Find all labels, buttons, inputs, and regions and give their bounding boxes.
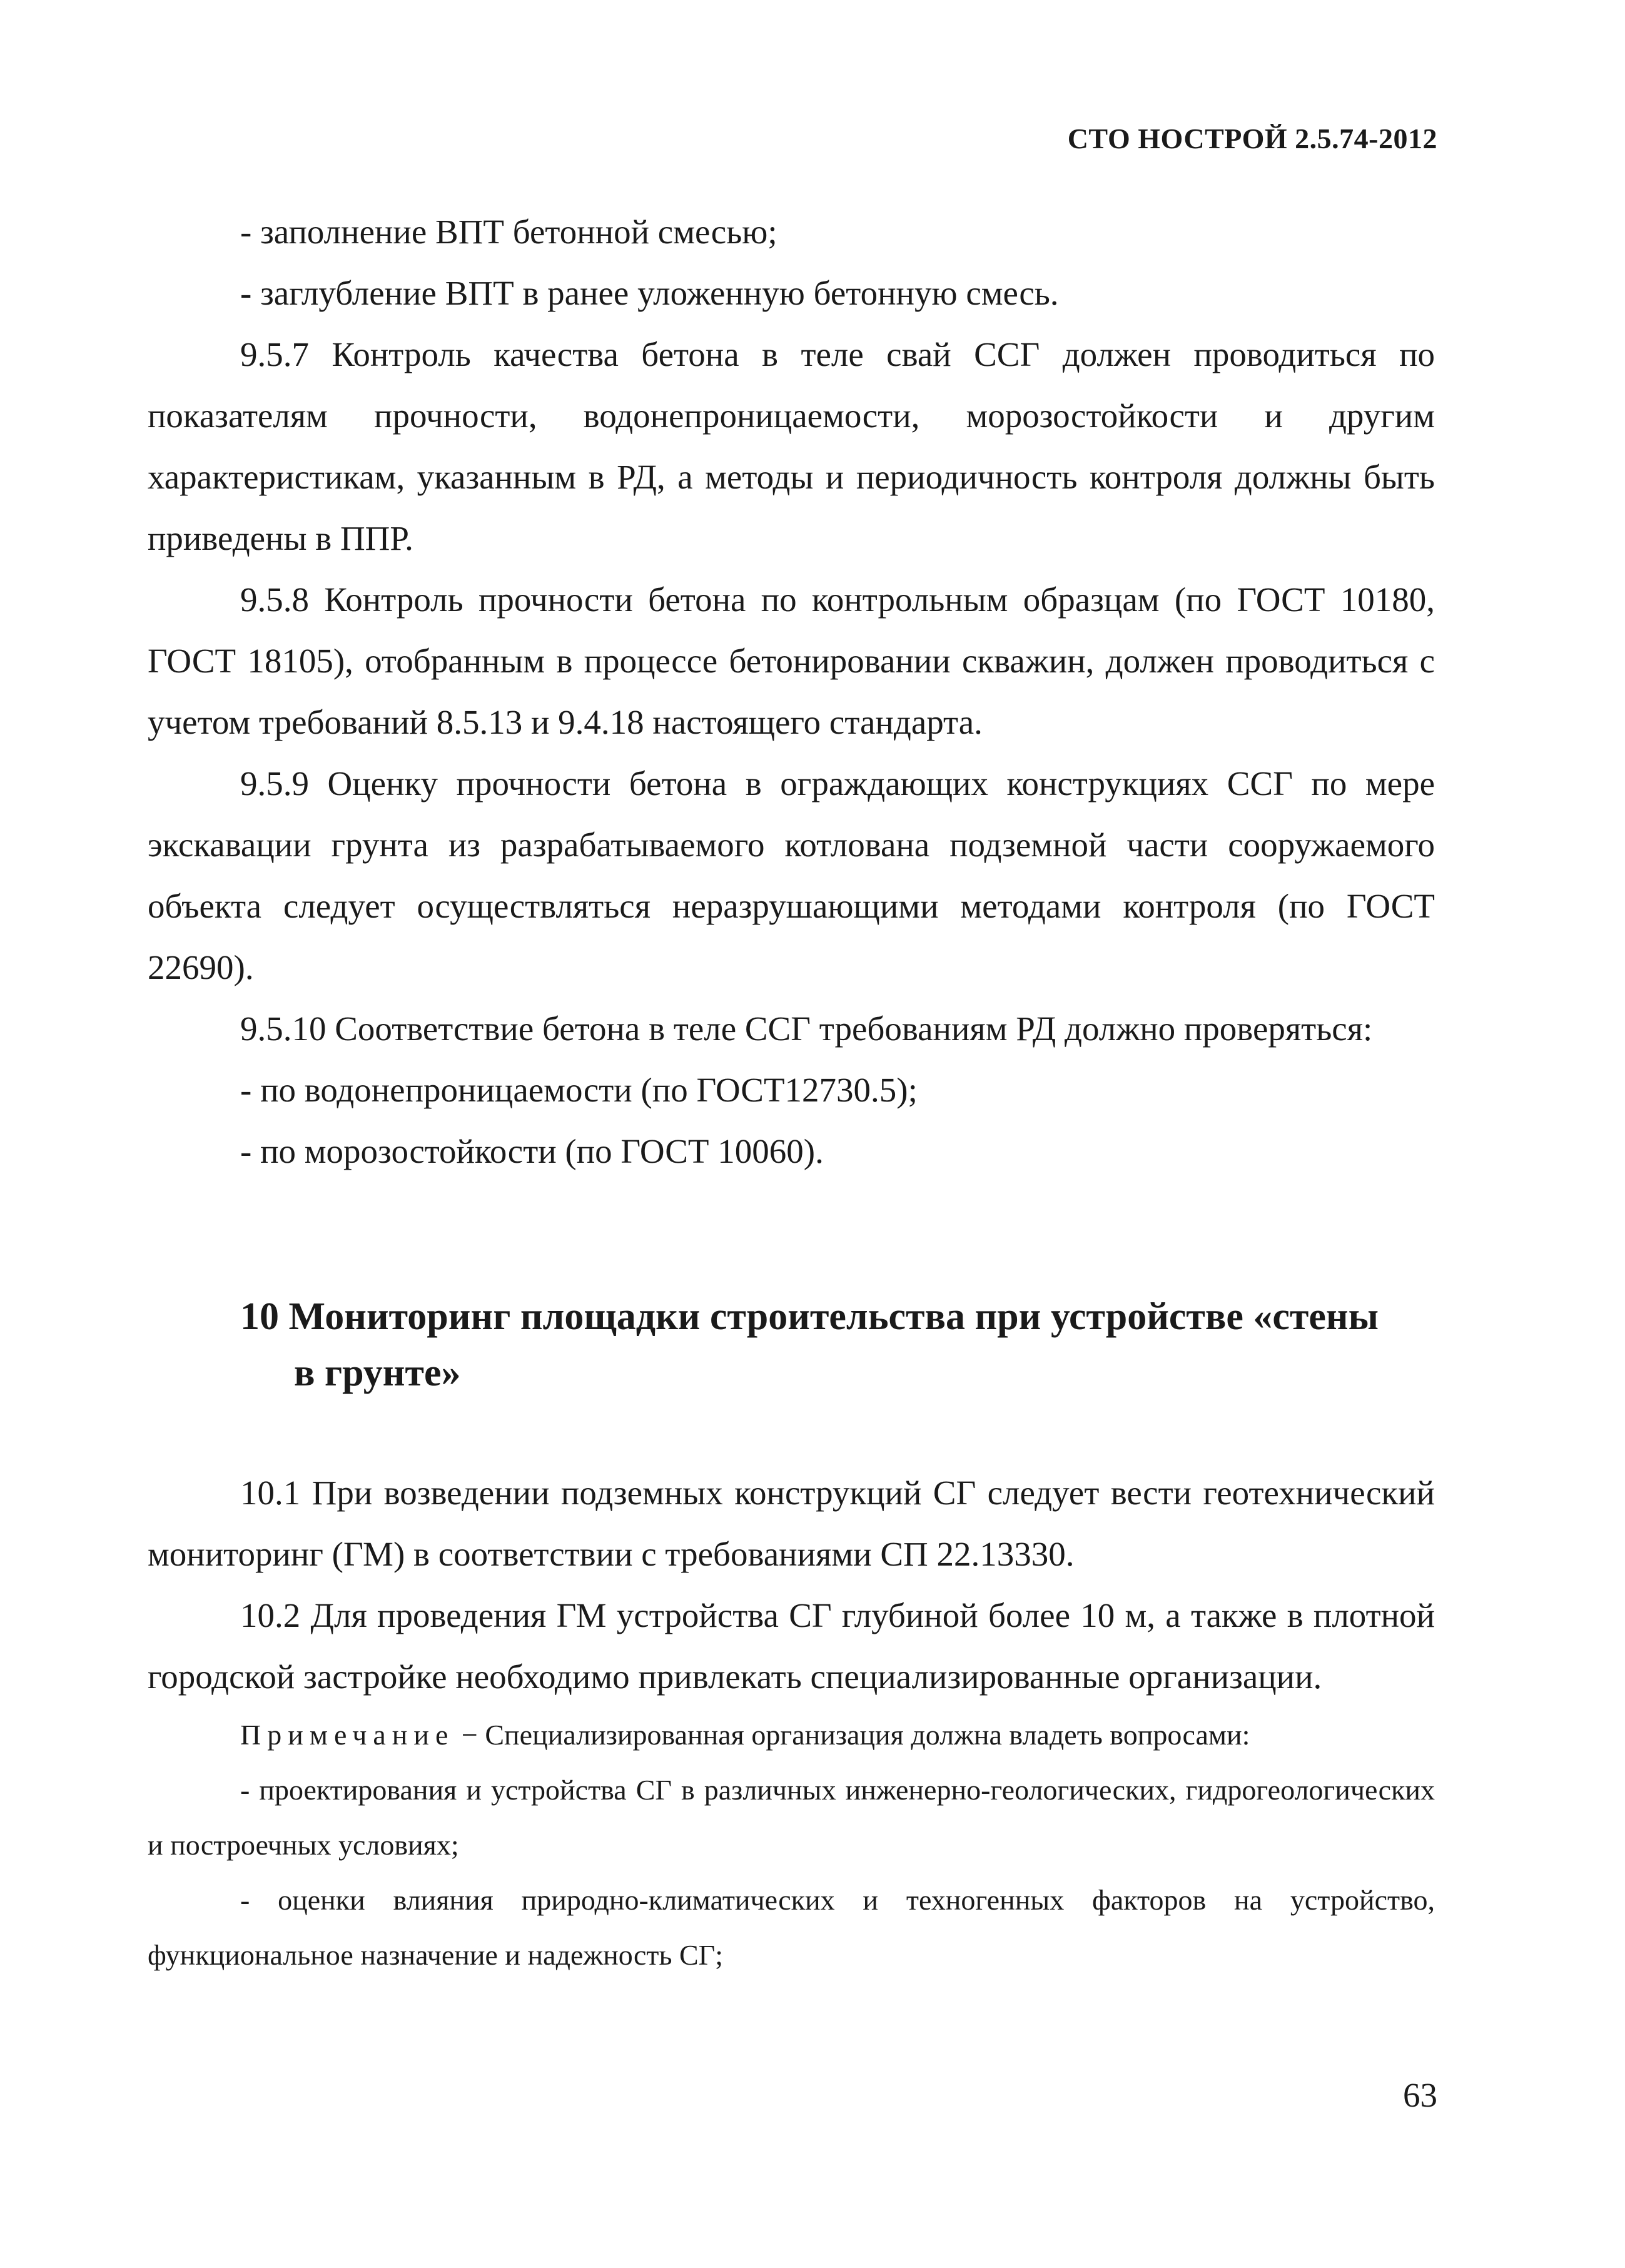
- note: [148, 1708, 1435, 1763]
- document-code-header: СТО НОСТРОЙ 2.5.74-2012: [1067, 123, 1437, 154]
- note-label: Примечание: [240, 1719, 455, 1751]
- page-number: 63: [1403, 2076, 1437, 2114]
- note-item: - проектирования и устройства СГ в различных инженерно-геологических, гидрогеологических и построечных условиях;: [148, 1774, 1435, 1861]
- note-item: - оценки влияния природно-климатических и техногенных факторов на устройство, функциональное назначение и надежность СГ;: [148, 1884, 1435, 1971]
- paragraph-9-5-10: 9.5.10 Соответствие бетона в теле ССГ требованиям РД должно проверяться:: [240, 1010, 1373, 1048]
- spacer: [148, 1182, 1435, 1288]
- note-text: − Специализированная организация должна владеть вопросами:: [454, 1719, 1250, 1751]
- list-item: - по водонепроницаемости (по ГОСТ12730.5);: [240, 1071, 918, 1109]
- page-body: [148, 201, 1435, 1983]
- section-heading-line-2: в грунте»: [294, 1352, 461, 1394]
- spacer: [148, 1401, 1435, 1462]
- section-heading-line-1: 10 Мониторинг площадки строительства при устройстве «стены: [240, 1295, 1379, 1338]
- list-item: - заполнение ВПТ бетонной смесью;: [240, 213, 777, 251]
- section-heading: [148, 1288, 1435, 1401]
- paragraph-9-5-7: 9.5.7 Контроль качества бетона в теле свай ССГ должен проводиться по показателям прочности, водонепроницаемости, морозостойкости и другим характеристикам, указанным в РД, а методы и периодичность контроля должны быть приведены в ППР.: [148, 335, 1435, 557]
- list-item: - по морозостойкости (по ГОСТ 10060).: [240, 1132, 824, 1170]
- paragraph-9-5-8: 9.5.8 Контроль прочности бетона по контрольным образцам (по ГОСТ 10180, ГОСТ 18105), отобранным в процессе бетонировании скважин, должен проводиться с учетом требований 8.5.13 и 9.4.18 настоящего стандарта.: [148, 580, 1435, 741]
- paragraph-10-1: 10.1 При возведении подземных конструкций СГ следует вести геотехнический мониторинг (ГМ) в соответствии с требованиями СП 22.13330.: [148, 1474, 1435, 1573]
- list-item: - заглубление ВПТ в ранее уложенную бетонную смесь.: [240, 274, 1059, 312]
- paragraph-9-5-9: 9.5.9 Оценку прочности бетона в ограждающих конструкциях ССГ по мере экскавации грунта из разрабатываемого котлована подземной части сооружаемого объекта следует осуществляться неразрушающими методами контроля (по ГОСТ 22690).: [148, 764, 1435, 986]
- paragraph-10-2: 10.2 Для проведения ГМ устройства СГ глубиной более 10 м, а также в плотной городской застройке необходимо привлекать специализированные организации.: [148, 1596, 1435, 1696]
